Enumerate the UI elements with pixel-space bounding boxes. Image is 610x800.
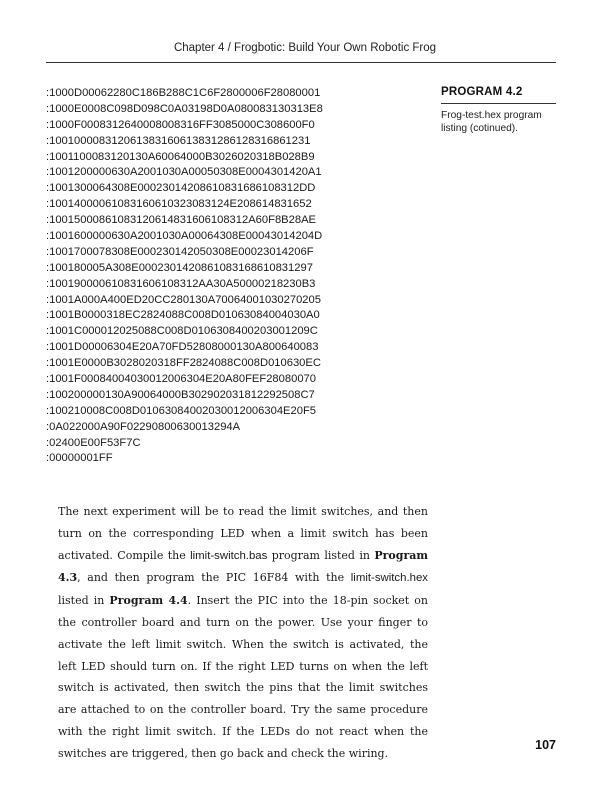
- body-paragraph: [58, 501, 428, 765]
- body-text-run: , and then program the PIC 16F84 with the: [77, 571, 351, 585]
- body-text-run: listed in: [58, 594, 110, 608]
- running-head: Chapter 4 / Frogbotic: Build Your Own Robotic Frog: [173, 42, 437, 54]
- body-text-run: The next experiment will be to read the limit switches, and then turn on the corresponding LED when a limit switch has been activated. Compile the: [58, 505, 428, 562]
- listing-line: :1000E0008C098D098C0A03198D0A080083130313E8: [46, 102, 323, 115]
- listing-line: :1001200000630A2001030A00050308E0004301420A1: [46, 166, 322, 179]
- listing-line: :1001300064308E00023014208610831686108312DD: [46, 182, 316, 195]
- listing-line: :100180005A308E0002301420861083168610831297: [46, 261, 313, 274]
- program-label: PROGRAM 4.2: [441, 86, 556, 104]
- listing-line: :0A022000A90F02290800630013294A: [46, 420, 241, 433]
- listing-line: :1001B0000318EC2824088C008D01063084004030A0: [46, 309, 320, 322]
- listing-line: :100190000610831606108312AA30A50000218230B3: [46, 277, 316, 290]
- body-text-run: . Insert the PIC into the 18-pin socket on the controller board and turn on the power. Use your finger to activate the left limit switch. When the switch is activated, the left LED should turn on. If the right LED turns on when the left switch is activated, then switch the pins that the limit switches are attached to on the controller board. Try the same procedure with the right limit switch. If the LEDs do not react when the switches are triggered, then go back and check the wiring.: [58, 594, 428, 760]
- program-reference: Program 4.4: [109, 594, 188, 608]
- body-text-run: program listed in: [267, 548, 375, 562]
- listing-line: :100100008312061383160613831286128316861231: [46, 134, 311, 147]
- file-name: limit-switch.bas: [190, 549, 268, 562]
- program-sidebar: [441, 86, 556, 135]
- hex-listing: [46, 86, 418, 467]
- listing-line: :02400E00F53F7C: [46, 436, 141, 449]
- listing-line: :1001100083120130A60064000B3026020318B028B9: [46, 150, 315, 163]
- file-name: limit-switch.hex: [350, 572, 428, 585]
- listing-line: :100200000130A90064000B302902031812292508C7: [46, 388, 315, 401]
- listing-line: :00000001FF: [46, 452, 113, 465]
- listing-line: :1001A000A400ED20CC280130A70064001030270205: [46, 293, 321, 306]
- listing-line: :1001E0000B3028020318FF2824088C008D010630EC: [46, 357, 321, 370]
- listing-line: :1001600000630A2001030A00064308E00043014204D: [46, 230, 323, 243]
- program-caption: Frog-test.hex program listing (cotinued).: [441, 110, 542, 134]
- listing-line: :1001D00006304E20A70FD52808000130A800640083: [46, 341, 319, 354]
- listing-line: :100210008C008D01063084002030012006304E20F5: [46, 404, 316, 417]
- listing-line: :1001700078308E000230142050308E00023014206F: [46, 245, 314, 258]
- header-rule: [46, 62, 556, 63]
- listing-line: :10015000861083120614831606108312A60F8B28AE: [46, 214, 317, 227]
- listing-line: :1001F00084004030012006304E20A80FEF28080070: [46, 373, 316, 386]
- listing-line: :1000F0008312640008008316FF3085000C308600F0: [46, 118, 315, 131]
- listing-line: :10014000061083160610323083124E208614831652: [46, 198, 312, 211]
- listing-line: :1001C000012025088C008D0106308400203001209C: [46, 325, 318, 338]
- page-number: 107: [535, 738, 556, 752]
- listing-line: :1000D00062280C186B288C1C6F2800006F28080001: [46, 87, 321, 99]
- program-reference: Program 4.3: [58, 548, 429, 585]
